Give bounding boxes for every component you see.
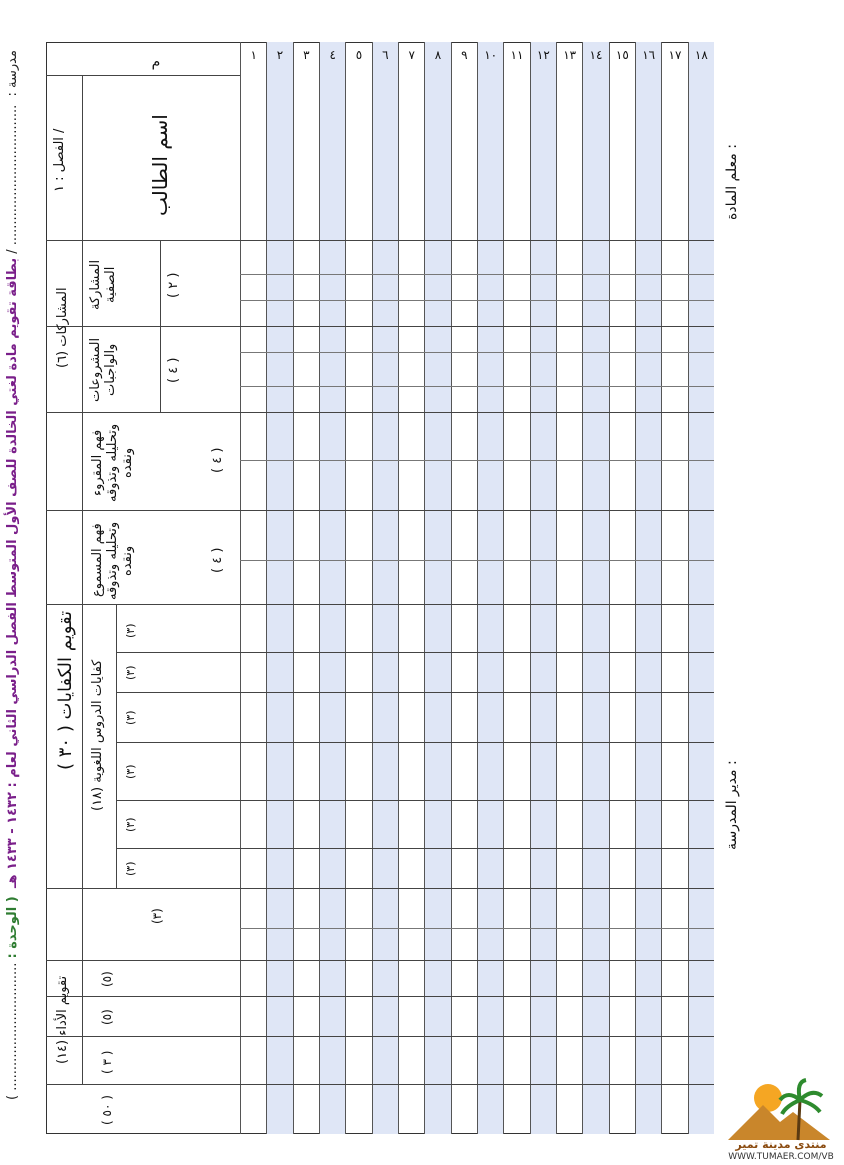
student-row: [661, 42, 687, 1134]
row-number: ٢: [276, 48, 284, 62]
participations-header: المشاركات (٦): [55, 287, 70, 368]
class-label: الفصل : ١ /: [52, 128, 67, 192]
lesson-sub-score: (٣): [124, 710, 137, 726]
row-number: ١٣: [563, 48, 577, 62]
divider: [46, 326, 714, 327]
row-number: ١٥: [615, 48, 629, 62]
reading-score: ( ٤ ): [210, 447, 225, 473]
row-number: ١٢: [536, 48, 550, 62]
row-number: ٧: [408, 48, 415, 62]
divider: [116, 692, 714, 693]
student-row: [451, 42, 477, 1134]
class-participation-header: المشاركة الصفية: [88, 259, 118, 311]
divider: [46, 1084, 714, 1085]
lesson-sub-score: (٣): [124, 665, 137, 681]
student-row: [556, 42, 582, 1134]
divider: [240, 352, 714, 353]
divider: [240, 386, 714, 387]
performance-eval-header: تقويم الأداء (١٤): [55, 975, 70, 1065]
class-participation-score: ( ٢ ): [166, 272, 181, 298]
student-row: [688, 42, 714, 1134]
performance-sub-score: (٥): [100, 1009, 114, 1025]
divider: [46, 996, 714, 997]
unit-label: ( الوحدة :: [5, 896, 20, 959]
unit-close: ): [5, 1094, 20, 1100]
performance-sub-score: (٥): [100, 971, 114, 987]
lesson-sub-score: (٣): [124, 817, 137, 833]
competency-eval-header: تقويم الكفايات ( ٣٠ ): [55, 610, 76, 770]
student-row: [424, 42, 450, 1134]
school-label: مدرسة :: [5, 50, 20, 97]
divider: [116, 848, 714, 849]
number-header: م: [151, 54, 161, 70]
projects-homework-score: ( ٤ ): [166, 357, 181, 383]
divider: [116, 652, 714, 653]
divider: [240, 928, 714, 929]
divider: [116, 604, 117, 888]
divider: [240, 460, 714, 461]
divider: [116, 742, 714, 743]
divider: [240, 300, 714, 301]
divider: [46, 412, 714, 413]
student-row: [609, 42, 635, 1134]
row-number: ١٤: [589, 48, 603, 62]
divider: [116, 800, 714, 801]
card-title: بطاقة تقويم مادة لغتي الخالدة للصف الأول المتوسط الفصل الدراسي الثاني لعام : ١٤٣٢ - ١٤٣٣ هـ: [5, 257, 20, 888]
listening-score: ( ٤ ): [210, 547, 225, 573]
student-row: [293, 42, 319, 1134]
row-number: ١٧: [668, 48, 682, 62]
divider: [46, 888, 714, 889]
language-lessons-header: كفايات الدروس اللغوية (١٨): [90, 659, 105, 811]
reading-comprehension-header: فهم المقروء وتحليله وتذوقه ونقده: [90, 423, 135, 502]
lesson-sub-score: (٣): [124, 861, 137, 877]
principal-label: مدير المدرسة :: [724, 760, 740, 850]
student-row: [240, 42, 266, 1134]
row-number: ٦: [382, 48, 389, 62]
lesson-sub-score: (٣): [124, 623, 137, 639]
divider: [46, 75, 240, 76]
divider: [46, 960, 714, 961]
student-rows: [240, 42, 714, 1134]
divider: [46, 604, 714, 605]
student-row: [319, 42, 345, 1134]
performance-sub-score: (٣): [150, 908, 164, 924]
student-row: [398, 42, 424, 1134]
row-number: ١٨: [694, 48, 708, 62]
student-row: [372, 42, 398, 1134]
row-number: ٤: [329, 48, 336, 62]
row-number: ٥: [355, 48, 363, 62]
row-number: ١٦: [642, 48, 656, 62]
performance-sub-score: ( ٣ ): [100, 1050, 114, 1074]
divider: [82, 75, 83, 1084]
logo-url: WWW.TUMAER.COM/VB: [728, 1152, 834, 1162]
row-number: ٩: [461, 48, 468, 62]
divider: [160, 240, 161, 412]
divider: [46, 510, 714, 511]
student-row: [345, 42, 371, 1134]
student-row: [477, 42, 503, 1134]
divider: [46, 1036, 714, 1037]
teacher-label: معلم المادة :: [724, 144, 740, 220]
student-row: [266, 42, 292, 1134]
row-number: ١: [250, 48, 257, 62]
divider: [240, 560, 714, 561]
row-number: ٨: [434, 48, 442, 62]
row-number: ١١: [510, 48, 524, 62]
row-number: ٣: [303, 48, 310, 62]
row-number: ١٠: [484, 48, 498, 62]
student-row: [635, 42, 661, 1134]
divider: [240, 274, 714, 275]
divider: [46, 240, 714, 241]
student-row: [503, 42, 529, 1134]
performance-sub-score: ( ٥٠ ): [100, 1095, 114, 1125]
listening-comprehension-header: فهم المسموع وتحليله وتذوقه ونقده: [90, 521, 135, 600]
lesson-sub-score: (٣): [124, 764, 137, 780]
logo-name: منتدى مدينة تمير: [735, 1138, 827, 1151]
projects-homework-header: المشروعات والواجبات: [88, 337, 118, 403]
card-header: مدرسة : .................................. / بطاقة تقويم مادة لغتي الخالدة للصف الأول المتوسط الفصل الدراسي الثاني لعام : ١٤٣٢ - ١٤٣٣ هـ ( الوحدة : ............................... ): [5, 50, 20, 1100]
student-row: [530, 42, 556, 1134]
student-row: [582, 42, 608, 1134]
student-name-header: اسم الطالب: [148, 114, 172, 216]
